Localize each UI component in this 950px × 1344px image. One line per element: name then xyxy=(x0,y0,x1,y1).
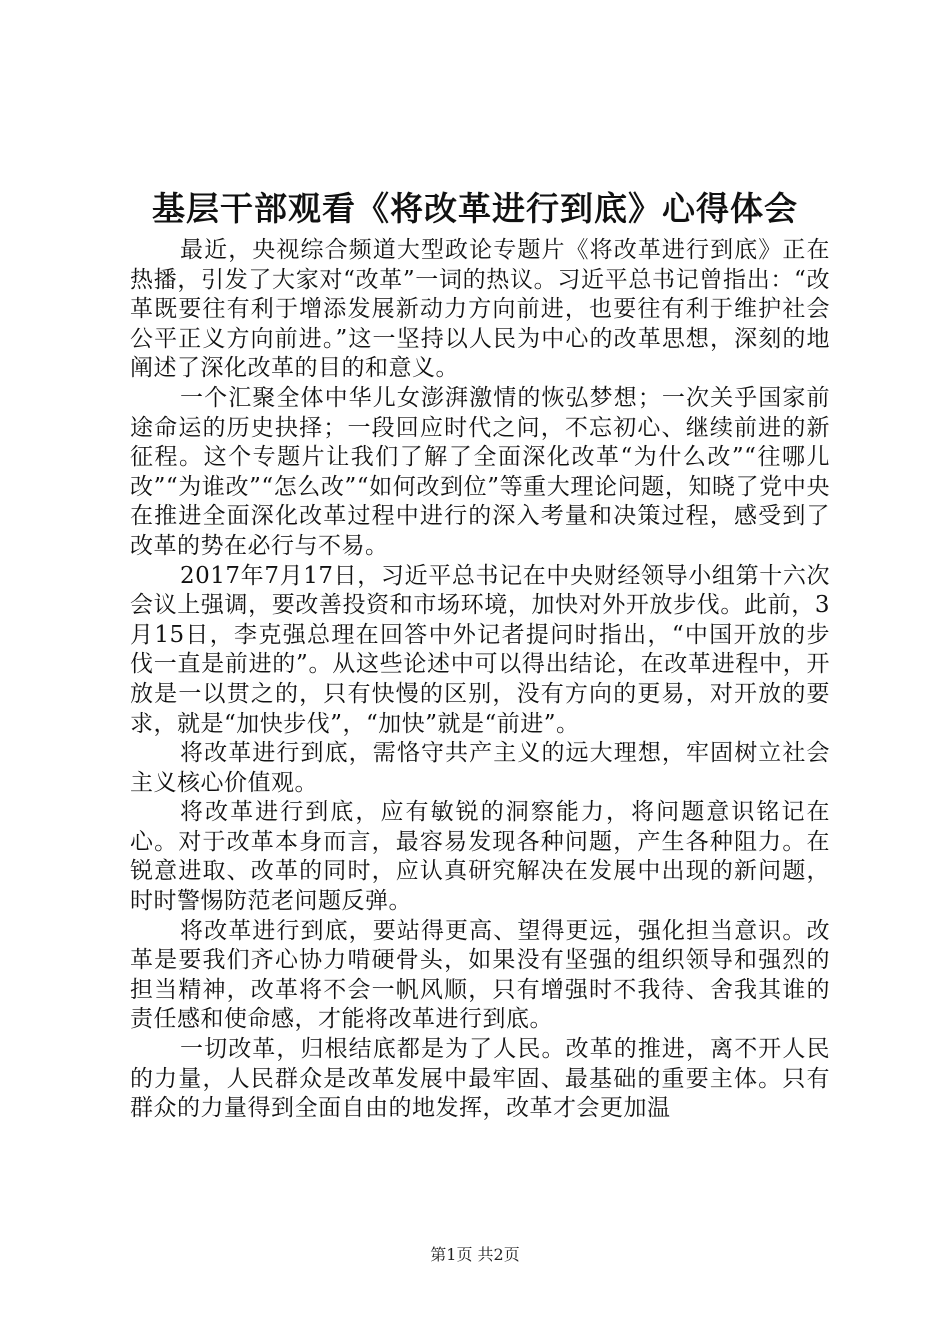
paragraph: 最近，央视综合频道大型政论专题片《将改革进行到底》正在热播，引发了大家对“改革”一词的热议。习近平总书记曾指出：“改革既要往有利于增添发展新动力方向前进，也要往有利于维护社会公平正义方向前进。”这一坚持以人民为中心的改革思想，深刻的地阐述了深化改革的目的和意义。 xyxy=(130,237,830,382)
paragraph: 将改革进行到底，要站得更高、望得更远，强化担当意识。改革是要我们齐心协力啃硬骨头，如果没有坚强的组织领导和强烈的担当精神，改革将不会一帆风顺，只有增强时不我待、舍我其谁的责任感和使命感，才能将改革进行到底。 xyxy=(130,917,830,1033)
paragraph: 一个汇聚全体中华儿女澎湃激情的恢弘梦想；一次关乎国家前途命运的历史抉择；一段回应时代之问，不忘初心、继续前进的新征程。这个专题片让我们了解了全面深化改革“为什么改”“往哪儿改”“为谁改”“怎么改”“如何改到位”等重大理论问题，知晓了党中央在推进全面深化改革过程中进行的深入考量和决策过程，感受到了改革的势在必行与不易。 xyxy=(130,384,830,559)
paragraph: 将改革进行到底，应有敏锐的洞察能力，将问题意识铭记在心。对于改革本身而言，最容易发现各种问题，产生各种阻力。在锐意进取、改革的同时，应认真研究解决在发展中出现的新问题，时时警惕防范老问题反弹。 xyxy=(130,799,830,915)
paragraph: 2017年7月17日，习近平总书记在中央财经领导小组第十六次会议上强调，要改善投资和市场环境，加快对外开放步伐。此前，3月15日，李克强总理在回答中外记者提问时指出，“中国开放的步伐一直是前进的”。从这些论述中可以得出结论，在改革进程中，开放是一以贯之的，只有快慢的区别，没有方向的更易，对开放的要求，就是“加快步伐”，“加快”就是“前进”。 xyxy=(130,562,830,737)
page-number-footer: 第1页 共2页 xyxy=(430,1245,520,1264)
document-title: 基层干部观看《将改革进行到底》心得体会 xyxy=(152,189,798,228)
document-body xyxy=(130,236,830,1124)
paragraph: 将改革进行到底，需恪守共产主义的远大理想，牢固树立社会主义核心价值观。 xyxy=(130,740,830,796)
paragraph: 一切改革，归根结底都是为了人民。改革的推进，离不开人民的力量，人民群众是改革发展中最牢固、最基础的重要主体。只有群众的力量得到全面自由的地发挥，改革才会更加温 xyxy=(130,1036,830,1122)
